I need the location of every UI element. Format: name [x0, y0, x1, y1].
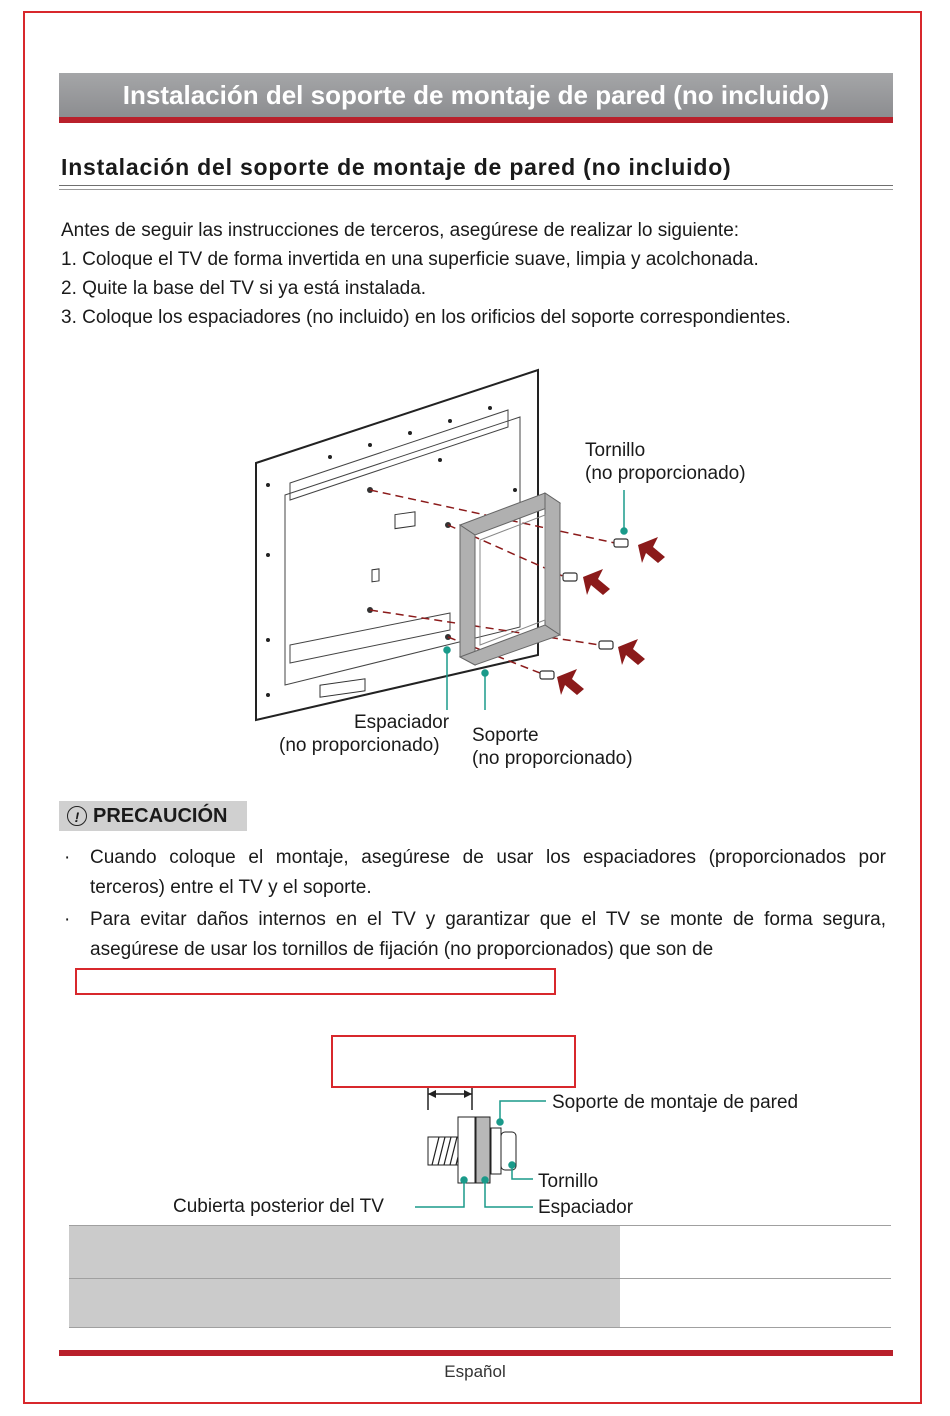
spacer-label-line1: Espaciador — [354, 712, 450, 733]
screw-label: Tornillo — [538, 1171, 599, 1192]
caution-badge — [59, 801, 247, 831]
section-title: Instalación del soporte de montaje de pared (no incluido) — [61, 154, 732, 180]
table-row — [69, 1226, 891, 1279]
tv-back-cover-label: Cubierta posterior del TV — [173, 1196, 384, 1217]
section-divider-secondary — [59, 189, 893, 190]
bracket-section — [491, 1128, 501, 1174]
tv-back-panel — [256, 370, 538, 720]
footer-divider — [59, 1350, 893, 1356]
instruction-step-3: 3. Coloque los espaciadores (no incluido) en los orificios del soporte correspondientes. — [61, 307, 791, 328]
bracket-label-line2: (no proporcionado) — [472, 748, 633, 769]
exclamation-circle-icon: ! — [67, 806, 87, 826]
bullet-symbol: · — [64, 909, 71, 930]
instruction-step-2: 2. Quite la base del TV si ya está instalada. — [61, 278, 427, 299]
back-cover-section — [458, 1117, 475, 1183]
table-cell — [69, 1226, 620, 1279]
table-row — [69, 1279, 891, 1328]
spacer-label: Espaciador — [538, 1197, 634, 1218]
table-cell — [69, 1279, 620, 1328]
screw-spec-table — [69, 1225, 891, 1328]
redacted-box — [75, 968, 556, 995]
caution-bullet-text: Cuando coloque el montaje, asegúrese de usar los espaciadores (proporcionados por terceros) entre el TV y el soporte. — [90, 847, 886, 898]
header-title: Instalación del soporte de montaje de pared (no incluido) — [122, 79, 830, 110]
table-cell — [620, 1226, 891, 1279]
section-divider — [59, 185, 893, 186]
screw-label-line1: Tornillo — [585, 440, 646, 461]
spacer-label-line2: (no proporcionado) — [279, 735, 440, 756]
bracket-label-line1: Soporte — [472, 725, 539, 746]
spacer-section — [476, 1117, 490, 1183]
page-header-banner — [59, 73, 893, 123]
table-cell — [620, 1279, 891, 1328]
instruction-step-1: 1. Coloque el TV de forma invertida en una superficie suave, limpia y acolchonada. — [61, 249, 759, 270]
caution-title: PRECAUCIÓN — [93, 804, 228, 827]
screw-label-line2: (no proporcionado) — [585, 463, 746, 484]
wall-mount-installation-diagram — [250, 365, 690, 725]
wall-bracket-label: Soporte de montaje de pared — [552, 1092, 799, 1113]
caution-bullet-text: Para evitar daños internos en el TV y garantizar que el TV se monte de forma segura, asegúrese de usar los tornillos de fijación (no proporcionados) que son de — [90, 909, 886, 960]
instructions-block — [61, 216, 791, 332]
insertion-arrows — [557, 537, 665, 695]
instructions-intro: Antes de seguir las instrucciones de terceros, asegúrese de realizar lo siguiente: — [61, 220, 740, 241]
footer-language: Español — [444, 1362, 506, 1381]
bullet-symbol: · — [64, 847, 71, 868]
